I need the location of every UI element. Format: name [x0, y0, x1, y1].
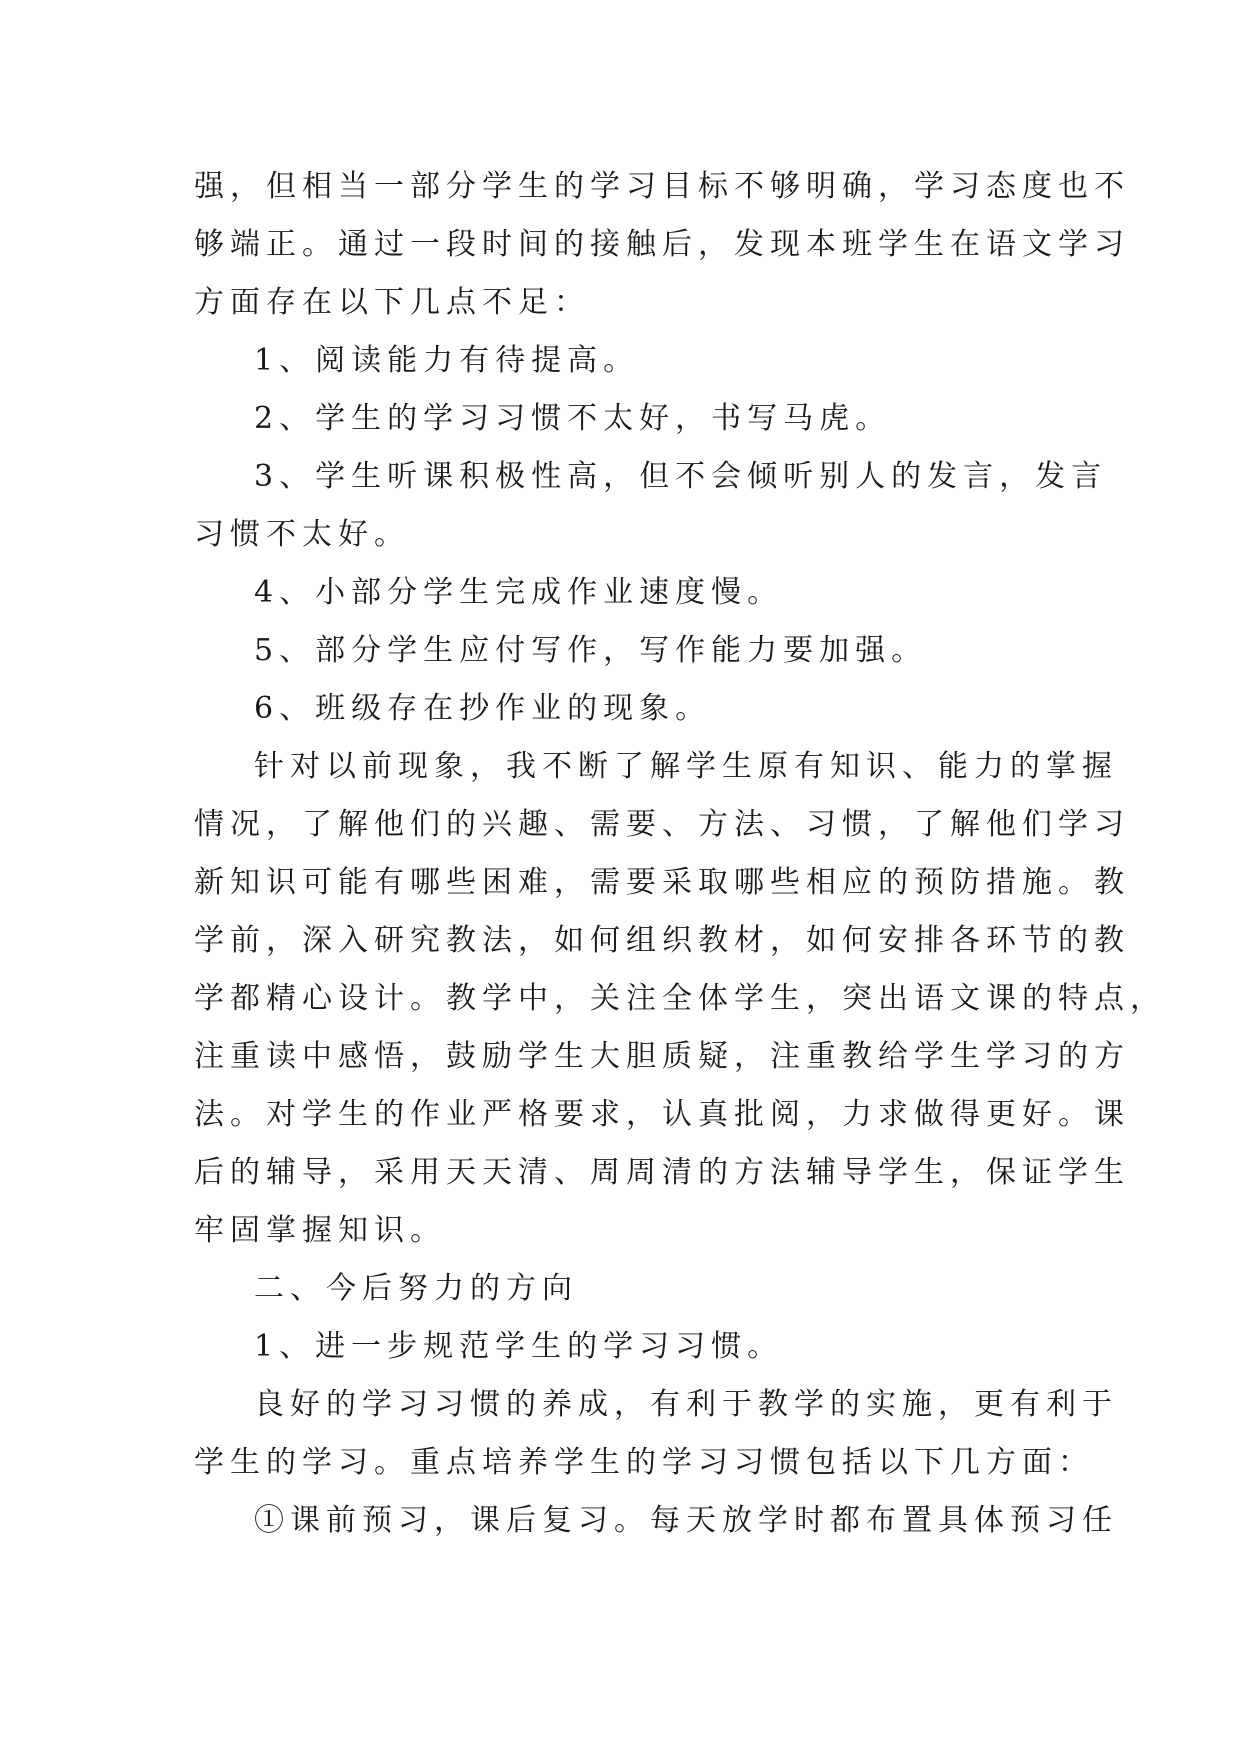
text-line: 注重读中感悟，鼓励学生大胆质疑，注重教给学生学习的方: [194, 1039, 1130, 1074]
list-item: ①课前预习，课后复习。每天放学时都布置具体预习任: [254, 1503, 1118, 1538]
text-line: 习惯不太好。: [194, 517, 410, 552]
text-line: 新知识可能有哪些困难，需要采取哪些相应的预防措施。教: [194, 865, 1130, 900]
text-line: 学都精心设计。教学中，关注全体学生，突出语文课的特点，: [194, 981, 1166, 1016]
document-page: [194, 158, 1166, 1550]
text-line: 法。对学生的作业严格要求，认真批阅，力求做得更好。课: [194, 1097, 1130, 1132]
list-item: 2、学生的学习习惯不太好，书写马虎。: [254, 401, 892, 436]
paragraph-start: 针对以前现象，我不断了解学生原有知识、能力的掌握: [254, 749, 1118, 784]
list-item: 1、进一步规范学生的学习习惯。: [254, 1329, 784, 1364]
text-line: 后的辅导，采用天天清、周周清的方法辅导学生，保证学生: [194, 1155, 1130, 1190]
list-item: 5、部分学生应付写作，写作能力要加强。: [254, 633, 928, 668]
text-line: 学前，深入研究教法，如何组织教材，如何安排各环节的教: [194, 923, 1130, 958]
section-heading: 二、今后努力的方向: [254, 1271, 578, 1306]
list-item: 1、阅读能力有待提高。: [254, 343, 640, 378]
text-line: 学生的学习。重点培养学生的学习习惯包括以下几方面：: [194, 1445, 1094, 1480]
paragraph-start: 良好的学习习惯的养成，有利于教学的实施，更有利于: [254, 1387, 1118, 1422]
text-line: 够端正。通过一段时间的接触后，发现本班学生在语文学习: [194, 227, 1130, 262]
text-line: 牢固掌握知识。: [194, 1213, 446, 1248]
text-line: 情况，了解他们的兴趣、需要、方法、习惯，了解他们学习: [194, 807, 1130, 842]
text-line: 方面存在以下几点不足：: [194, 285, 590, 320]
list-item: 4、小部分学生完成作业速度慢。: [254, 575, 784, 610]
text-line: 强，但相当一部分学生的学习目标不够明确，学习态度也不: [194, 169, 1130, 204]
list-item: 3、学生听课积极性高，但不会倾听别人的发言，发言: [254, 459, 1108, 494]
list-item: 6、班级存在抄作业的现象。: [254, 691, 712, 726]
